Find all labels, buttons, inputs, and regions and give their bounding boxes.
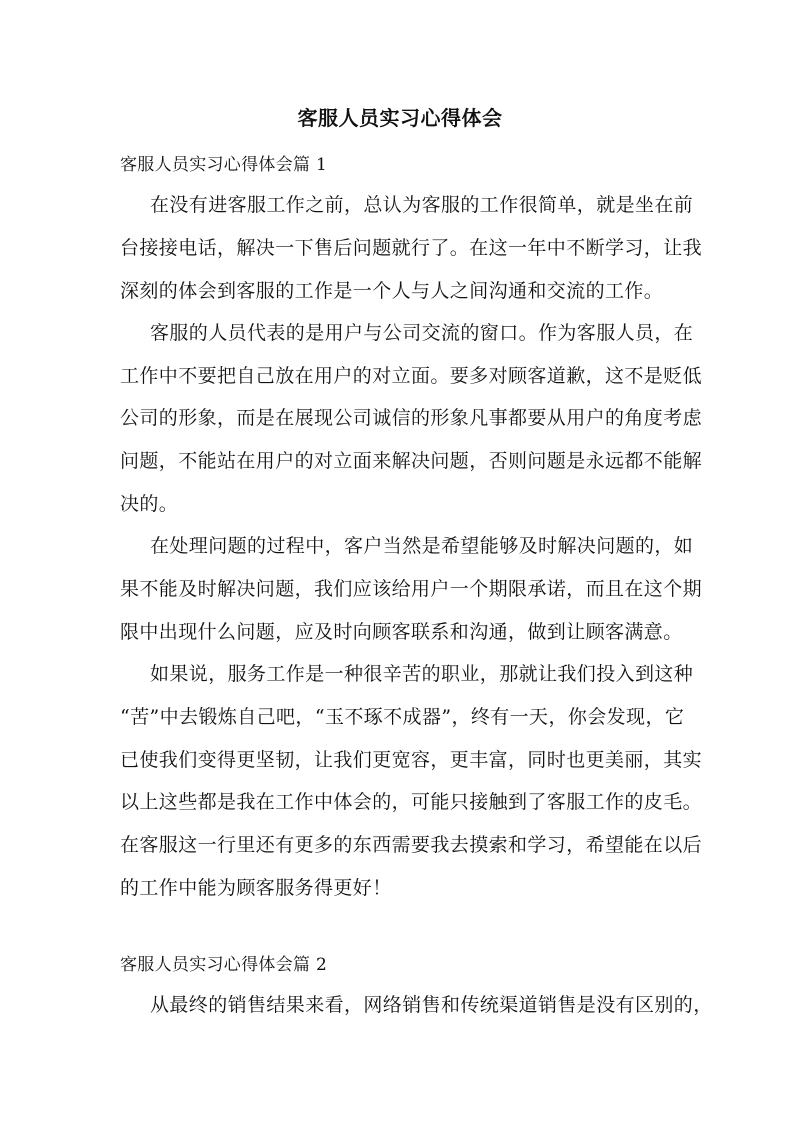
section-heading-2: 客服人员实习心得体会篇 2 (120, 955, 328, 975)
paragraph-line: 在处理问题的过程中，客户当然是希望能够及时解决问题的，如 (150, 535, 694, 557)
paragraph-line: “苦”中去锻炼自己吧，“玉不琢不成器”，终有一天，你会发现，它 (120, 706, 685, 728)
paragraph-line: 以上这些都是我在工作中体会的，可能只接触到了客服工作的皮毛。 (120, 791, 703, 813)
paragraph-line: 果不能及时解决问题，我们应该给用户一个期限承诺，而且在这个期 (120, 578, 703, 600)
paragraph-line: 公司的形象，而是在展现公司诚信的形象凡事都要从用户的角度考虑 (120, 407, 703, 429)
paragraph-line: 决的。 (120, 493, 179, 515)
paragraph-line: 在客服这一行里还有更多的东西需要我去摸索和学习，希望能在以后 (120, 834, 703, 856)
paragraph-line: 问题，不能站在用户的对立面来解决问题，否则问题是永远都不能解 (120, 450, 703, 472)
paragraph-line: 已使我们变得更坚韧，让我们更宽容，更丰富，同时也更美丽，其实 (120, 749, 703, 771)
paragraph-line: 的工作中能为顾客服务得更好！ (120, 877, 392, 899)
paragraph-line: 限中出现什么问题，应及时向顾客联系和沟通，做到让顾客满意。 (120, 621, 683, 643)
section-heading-1: 客服人员实习心得体会篇 1 (120, 155, 328, 175)
paragraph-line: 工作中不要把自己放在用户的对立面。要多对顾客道歉，这不是贬低 (120, 365, 703, 387)
document-title: 客服人员实习心得体会 (297, 106, 503, 130)
paragraph-line: 在没有进客服工作之前，总认为客服的工作很简单，就是坐在前 (150, 194, 694, 216)
paragraph-line: 从最终的销售结果来看，网络销售和传统渠道销售是没有区别的， (150, 994, 713, 1016)
paragraph-line: 客服的人员代表的是用户与公司交流的窗口。作为客服人员，在 (150, 322, 694, 344)
paragraph-line: 如果说，服务工作是一种很辛苦的职业，那就让我们投入到这种 (150, 663, 694, 685)
paragraph-line: 台接接电话，解决一下售后问题就行了。在这一年中不断学习，让我 (120, 237, 703, 259)
paragraph-line: 深刻的体会到客服的工作是一个人与人之间沟通和交流的工作。 (120, 280, 664, 302)
